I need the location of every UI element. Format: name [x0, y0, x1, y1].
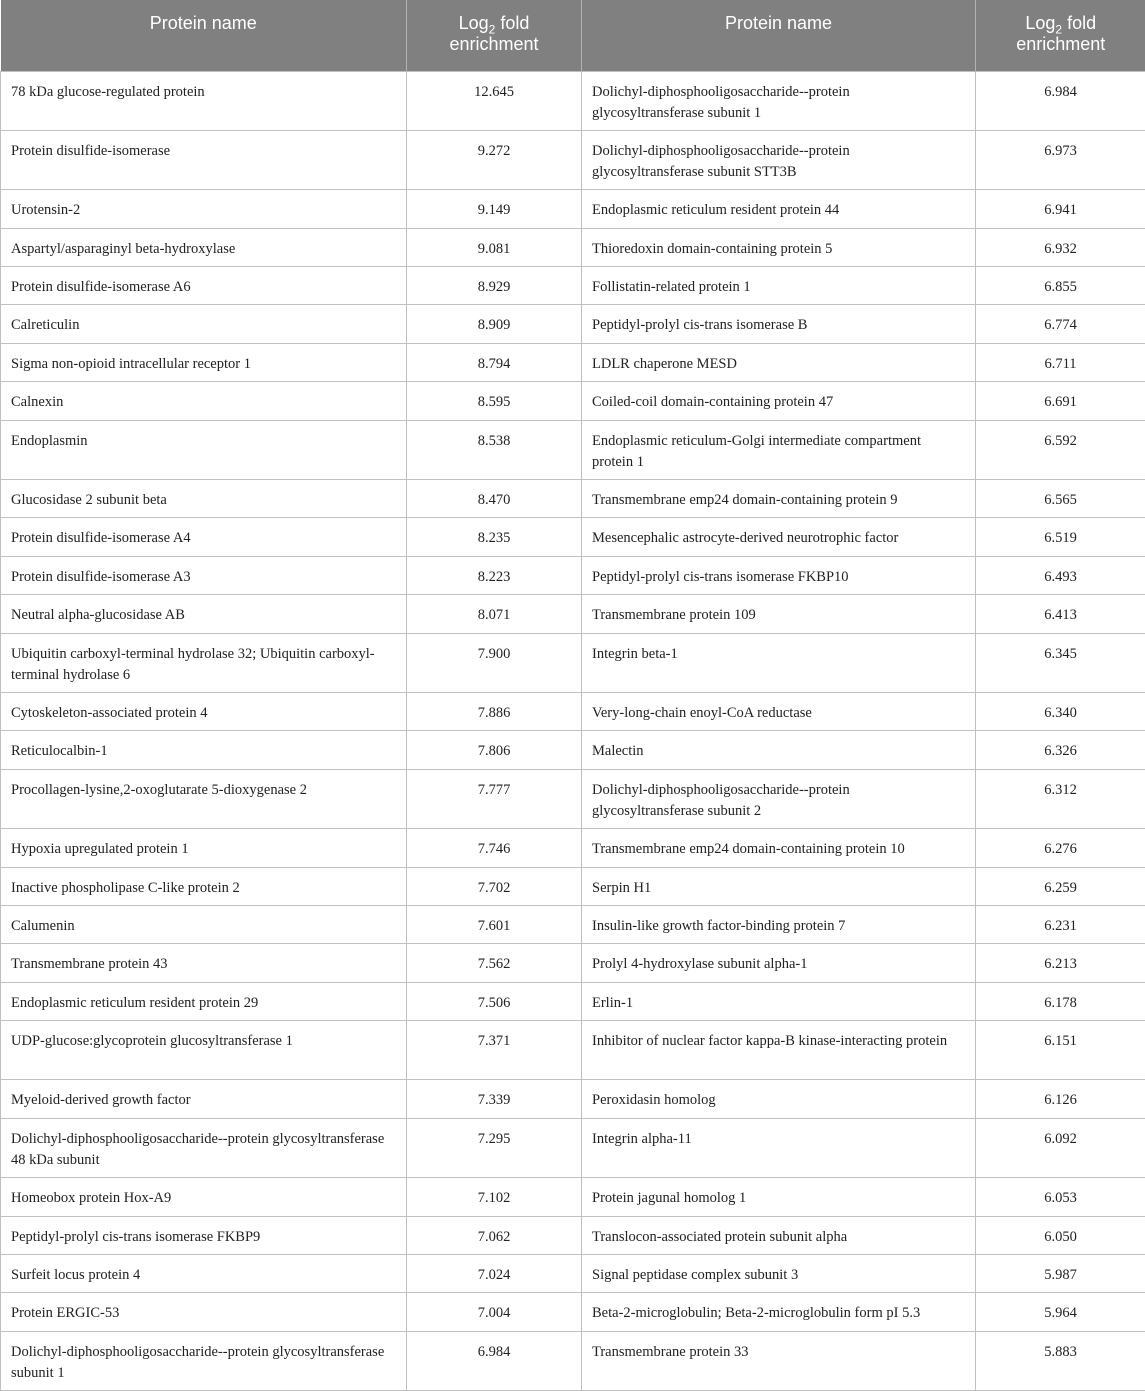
right-protein-name-cell: Transmembrane emp24 domain-containing protein 10 — [582, 829, 976, 867]
right-protein-name-cell: Inhibitor of nuclear factor kappa-B kinase-interacting protein — [582, 1021, 976, 1080]
left-fold-enrichment-cell: 7.746 — [407, 829, 582, 867]
left-fold-enrichment-cell: 9.149 — [407, 190, 582, 228]
table-row — [1, 420, 1145, 479]
right-protein-name-cell: LDLR chaperone MESD — [582, 343, 976, 381]
left-fold-enrichment-cell: 7.506 — [407, 982, 582, 1020]
table-row — [1, 382, 1145, 420]
left-fold-enrichment-cell: 12.645 — [407, 71, 582, 130]
right-protein-name-cell: Peroxidasin homolog — [582, 1080, 976, 1118]
table-row — [1, 305, 1145, 343]
left-protein-name-cell: Protein disulfide-isomerase A3 — [1, 556, 407, 594]
right-fold-enrichment-cell: 6.050 — [976, 1216, 1145, 1254]
right-fold-enrichment-cell: 6.413 — [976, 595, 1145, 633]
table-row — [1, 1178, 1145, 1216]
left-protein-name-cell: Protein disulfide-isomerase A4 — [1, 518, 407, 556]
left-protein-name-cell: Protein disulfide-isomerase — [1, 130, 407, 189]
right-protein-name-cell: Integrin alpha-11 — [582, 1118, 976, 1177]
right-fold-enrichment-cell: 6.178 — [976, 982, 1145, 1020]
right-fold-enrichment-cell: 6.932 — [976, 228, 1145, 266]
table-row — [1, 595, 1145, 633]
right-protein-name-cell: Dolichyl-diphosphooligosaccharide--protein glycosyltransferase subunit 1 — [582, 71, 976, 130]
table-row — [1, 267, 1145, 305]
left-fold-enrichment-cell: 7.024 — [407, 1255, 582, 1293]
left-fold-enrichment-cell: 7.702 — [407, 867, 582, 905]
right-fold-enrichment-cell: 6.855 — [976, 267, 1145, 305]
right-protein-name-cell: Prolyl 4-hydroxylase subunit alpha-1 — [582, 944, 976, 982]
left-protein-name-cell: Myeloid-derived growth factor — [1, 1080, 407, 1118]
left-protein-name-cell: Procollagen-lysine,2-oxoglutarate 5-dioxygenase 2 — [1, 769, 407, 828]
left-fold-enrichment-cell: 7.886 — [407, 692, 582, 730]
right-protein-name-cell: Very-long-chain enoyl-CoA reductase — [582, 692, 976, 730]
header-log-suffix: fold enrichment — [1016, 13, 1106, 54]
header-log2-fold-enrichment-left — [407, 0, 582, 71]
right-protein-name-cell: Peptidyl-prolyl cis-trans isomerase B — [582, 305, 976, 343]
left-protein-name-cell: Surfeit locus protein 4 — [1, 1255, 407, 1293]
header-log-suffix: fold enrichment — [449, 13, 539, 54]
right-fold-enrichment-cell: 5.987 — [976, 1255, 1145, 1293]
table-body — [1, 71, 1145, 1391]
left-fold-enrichment-cell: 7.062 — [407, 1216, 582, 1254]
table-row — [1, 228, 1145, 266]
header-log-sub: 2 — [488, 22, 496, 37]
right-fold-enrichment-cell: 6.053 — [976, 1178, 1145, 1216]
right-protein-name-cell: Beta-2-microglobulin; Beta-2-microglobulin form pI 5.3 — [582, 1293, 976, 1331]
table-row — [1, 1080, 1145, 1118]
right-protein-name-cell: Peptidyl-prolyl cis-trans isomerase FKBP10 — [582, 556, 976, 594]
right-protein-name-cell: Transmembrane protein 33 — [582, 1331, 976, 1390]
table-header — [1, 0, 1145, 71]
right-fold-enrichment-cell: 6.151 — [976, 1021, 1145, 1080]
right-fold-enrichment-cell: 6.973 — [976, 130, 1145, 189]
right-fold-enrichment-cell: 6.312 — [976, 769, 1145, 828]
right-protein-name-cell: Serpin H1 — [582, 867, 976, 905]
right-fold-enrichment-cell: 6.231 — [976, 905, 1145, 943]
table-row — [1, 692, 1145, 730]
header-row — [1, 0, 1145, 71]
right-fold-enrichment-cell: 6.984 — [976, 71, 1145, 130]
left-protein-name-cell: Hypoxia upregulated protein 1 — [1, 829, 407, 867]
left-protein-name-cell: Calreticulin — [1, 305, 407, 343]
right-fold-enrichment-cell: 6.092 — [976, 1118, 1145, 1177]
left-fold-enrichment-cell: 8.794 — [407, 343, 582, 381]
table-row — [1, 867, 1145, 905]
left-protein-name-cell: Endoplasmin — [1, 420, 407, 479]
left-fold-enrichment-cell: 8.071 — [407, 595, 582, 633]
header-log-sub: 2 — [1055, 22, 1063, 37]
table-row — [1, 1021, 1145, 1080]
right-protein-name-cell: Integrin beta-1 — [582, 633, 976, 692]
left-protein-name-cell: Transmembrane protein 43 — [1, 944, 407, 982]
left-protein-name-cell: Reticulocalbin-1 — [1, 731, 407, 769]
right-protein-name-cell: Endoplasmic reticulum resident protein 44 — [582, 190, 976, 228]
right-fold-enrichment-cell: 6.340 — [976, 692, 1145, 730]
left-fold-enrichment-cell: 7.339 — [407, 1080, 582, 1118]
table-row — [1, 1255, 1145, 1293]
left-fold-enrichment-cell: 8.223 — [407, 556, 582, 594]
right-protein-name-cell: Transmembrane emp24 domain-containing protein 9 — [582, 480, 976, 518]
left-protein-name-cell: Urotensin-2 — [1, 190, 407, 228]
left-fold-enrichment-cell: 8.595 — [407, 382, 582, 420]
right-protein-name-cell: Malectin — [582, 731, 976, 769]
table-row — [1, 130, 1145, 189]
left-fold-enrichment-cell: 8.909 — [407, 305, 582, 343]
right-fold-enrichment-cell: 6.345 — [976, 633, 1145, 692]
table-row — [1, 1118, 1145, 1177]
table-row — [1, 829, 1145, 867]
left-protein-name-cell: Protein ERGIC-53 — [1, 1293, 407, 1331]
right-fold-enrichment-cell: 6.259 — [976, 867, 1145, 905]
left-protein-name-cell: Endoplasmic reticulum resident protein 29 — [1, 982, 407, 1020]
right-fold-enrichment-cell: 6.592 — [976, 420, 1145, 479]
table-row — [1, 518, 1145, 556]
left-fold-enrichment-cell: 7.806 — [407, 731, 582, 769]
header-log-prefix: Log — [1025, 13, 1056, 33]
right-protein-name-cell: Thioredoxin domain-containing protein 5 — [582, 228, 976, 266]
left-fold-enrichment-cell: 7.102 — [407, 1178, 582, 1216]
right-protein-name-cell: Coiled-coil domain-containing protein 47 — [582, 382, 976, 420]
right-fold-enrichment-cell: 6.774 — [976, 305, 1145, 343]
right-fold-enrichment-cell: 5.883 — [976, 1331, 1145, 1390]
left-protein-name-cell: Inactive phospholipase C-like protein 2 — [1, 867, 407, 905]
table-row — [1, 556, 1145, 594]
left-protein-name-cell: Peptidyl-prolyl cis-trans isomerase FKBP9 — [1, 1216, 407, 1254]
left-fold-enrichment-cell: 7.601 — [407, 905, 582, 943]
right-protein-name-cell: Dolichyl-diphosphooligosaccharide--protein glycosyltransferase subunit 2 — [582, 769, 976, 828]
left-protein-name-cell: Cytoskeleton-associated protein 4 — [1, 692, 407, 730]
right-protein-name-cell: Erlin-1 — [582, 982, 976, 1020]
left-fold-enrichment-cell: 7.777 — [407, 769, 582, 828]
left-protein-name-cell: Ubiquitin carboxyl-terminal hydrolase 32; Ubiquitin carboxyl-terminal hydrolase 6 — [1, 633, 407, 692]
left-protein-name-cell: Aspartyl/asparaginyl beta-hydroxylase — [1, 228, 407, 266]
table-row — [1, 905, 1145, 943]
header-log-prefix: Log — [458, 13, 489, 33]
table-row — [1, 769, 1145, 828]
table-row — [1, 1293, 1145, 1331]
left-protein-name-cell: Sigma non-opioid intracellular receptor 1 — [1, 343, 407, 381]
header-protein-name-left: Protein name — [1, 0, 407, 71]
left-fold-enrichment-cell: 8.470 — [407, 480, 582, 518]
right-protein-name-cell: Follistatin-related protein 1 — [582, 267, 976, 305]
left-fold-enrichment-cell: 6.984 — [407, 1331, 582, 1390]
right-fold-enrichment-cell: 6.276 — [976, 829, 1145, 867]
left-fold-enrichment-cell: 7.562 — [407, 944, 582, 982]
left-fold-enrichment-cell: 7.900 — [407, 633, 582, 692]
left-fold-enrichment-cell: 7.295 — [407, 1118, 582, 1177]
right-fold-enrichment-cell: 6.213 — [976, 944, 1145, 982]
right-fold-enrichment-cell: 6.326 — [976, 731, 1145, 769]
right-fold-enrichment-cell: 6.565 — [976, 480, 1145, 518]
left-fold-enrichment-cell: 8.538 — [407, 420, 582, 479]
right-fold-enrichment-cell: 6.941 — [976, 190, 1145, 228]
table-row — [1, 480, 1145, 518]
header-protein-name-right: Protein name — [582, 0, 976, 71]
table-row — [1, 1216, 1145, 1254]
table-row — [1, 71, 1145, 130]
table-row — [1, 1331, 1145, 1390]
right-protein-name-cell: Mesencephalic astrocyte-derived neurotrophic factor — [582, 518, 976, 556]
left-protein-name-cell: Dolichyl-diphosphooligosaccharide--protein glycosyltransferase 48 kDa subunit — [1, 1118, 407, 1177]
left-fold-enrichment-cell: 7.004 — [407, 1293, 582, 1331]
left-protein-name-cell: Glucosidase 2 subunit beta — [1, 480, 407, 518]
left-protein-name-cell: 78 kDa glucose-regulated protein — [1, 71, 407, 130]
table-row — [1, 343, 1145, 381]
right-protein-name-cell: Endoplasmic reticulum-Golgi intermediate compartment protein 1 — [582, 420, 976, 479]
left-fold-enrichment-cell: 9.081 — [407, 228, 582, 266]
right-fold-enrichment-cell: 6.519 — [976, 518, 1145, 556]
table-row — [1, 944, 1145, 982]
right-protein-name-cell: Insulin-like growth factor-binding protein 7 — [582, 905, 976, 943]
left-protein-name-cell: UDP-glucose:glycoprotein glucosyltransferase 1 — [1, 1021, 407, 1080]
table-row — [1, 731, 1145, 769]
left-protein-name-cell: Protein disulfide-isomerase A6 — [1, 267, 407, 305]
left-protein-name-cell: Calumenin — [1, 905, 407, 943]
right-protein-name-cell: Dolichyl-diphosphooligosaccharide--protein glycosyltransferase subunit STT3B — [582, 130, 976, 189]
right-protein-name-cell: Protein jagunal homolog 1 — [582, 1178, 976, 1216]
left-protein-name-cell: Dolichyl-diphosphooligosaccharide--protein glycosyltransferase subunit 1 — [1, 1331, 407, 1390]
table-row — [1, 190, 1145, 228]
left-protein-name-cell: Neutral alpha-glucosidase AB — [1, 595, 407, 633]
header-log2-fold-enrichment-right — [976, 0, 1145, 71]
left-protein-name-cell: Calnexin — [1, 382, 407, 420]
right-protein-name-cell: Transmembrane protein 109 — [582, 595, 976, 633]
left-fold-enrichment-cell: 8.235 — [407, 518, 582, 556]
right-protein-name-cell: Signal peptidase complex subunit 3 — [582, 1255, 976, 1293]
left-protein-name-cell: Homeobox protein Hox-A9 — [1, 1178, 407, 1216]
right-protein-name-cell: Translocon-associated protein subunit alpha — [582, 1216, 976, 1254]
right-fold-enrichment-cell: 6.126 — [976, 1080, 1145, 1118]
table-row — [1, 982, 1145, 1020]
right-fold-enrichment-cell: 6.691 — [976, 382, 1145, 420]
left-fold-enrichment-cell: 7.371 — [407, 1021, 582, 1080]
right-fold-enrichment-cell: 6.711 — [976, 343, 1145, 381]
left-fold-enrichment-cell: 8.929 — [407, 267, 582, 305]
table-row — [1, 633, 1145, 692]
right-fold-enrichment-cell: 5.964 — [976, 1293, 1145, 1331]
right-fold-enrichment-cell: 6.493 — [976, 556, 1145, 594]
left-fold-enrichment-cell: 9.272 — [407, 130, 582, 189]
